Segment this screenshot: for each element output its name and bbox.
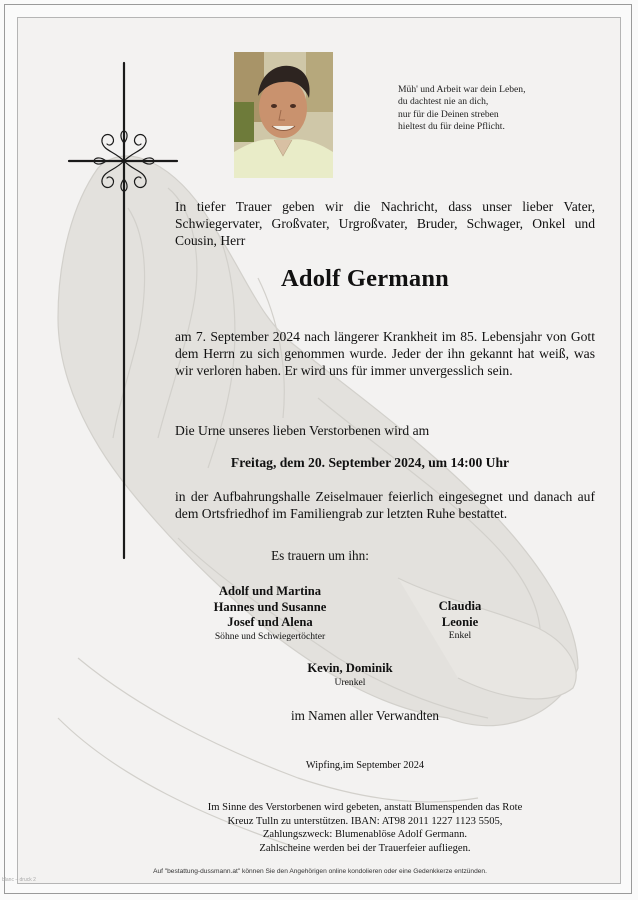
notice-line: Im Sinne des Verstorbenen wird gebeten, anstatt Blumenspenden das Rote bbox=[207, 802, 523, 813]
donation-notice bbox=[168, 801, 562, 855]
portrait-photo bbox=[234, 52, 333, 178]
poem bbox=[398, 84, 598, 134]
notice-line: Zahlungszweck: Blumenablöse Adolf Germann. bbox=[262, 829, 468, 841]
mourner-group-great-grandchildren bbox=[270, 661, 430, 689]
mourner-name: Claudia bbox=[438, 599, 482, 613]
mourner-name: Hannes und Susanne bbox=[213, 599, 327, 614]
mourner-relation: Söhne und Schwiegertöchter bbox=[214, 630, 326, 642]
service-datetime: Freitag, dem 20. September 2024, um 14:00 Uhr bbox=[230, 455, 510, 470]
death-text: am 7. September 2024 nach längerer Krankheit im 85. Lebensjahr von Gott dem Herrn zu sich genommen wurde. Jeder der ihn gekannt hat weiß, was wir verloren haben. Er wird uns für immer unvergesslich sein. bbox=[175, 329, 595, 379]
poem-line: du dachtest nie an dich, bbox=[398, 96, 489, 108]
footer-condolence-note: Auf "bestattung-dussmann.at" können Sie den Angehörigen online kondolieren oder eine Gedenkkerze entzünden. bbox=[153, 868, 487, 875]
poem-line: Müh' und Arbeit war dein Leben, bbox=[398, 84, 526, 95]
mourner-group-sons bbox=[180, 584, 360, 643]
relatives-line: im Namen aller Verwandten bbox=[290, 708, 440, 723]
intro-text: In tiefer Trauer geben wir die Nachricht, dass unser lieber Vater, Schwiegervater, Großvater, Urgroßvater, Bruder, Schwager, Onkel und Cousin, Herr bbox=[175, 199, 595, 249]
mourner-name: Kevin, Dominik bbox=[307, 661, 393, 675]
mourners-title: Es trauern um ihn: bbox=[271, 548, 369, 563]
mourner-name: Leonie bbox=[441, 614, 479, 629]
print-code: blanc – druck 2 bbox=[2, 877, 36, 883]
blessing-text: in der Aufbahrungshalle Zeiselmauer feierlich eingesegnet und danach auf dem Ortsfriedhof im Familiengrab zur letzten Ruhe bestattet. bbox=[175, 489, 595, 522]
mourner-name: Josef und Alena bbox=[227, 615, 313, 630]
place-date: Wipfing,im September 2024 bbox=[305, 760, 425, 771]
mourner-group-grandchildren bbox=[390, 599, 530, 642]
poem-line: nur für die Deinen streben bbox=[398, 108, 499, 120]
inner-frame bbox=[17, 17, 621, 884]
mourner-name: Adolf und Martina bbox=[218, 584, 322, 598]
urne-text: Die Urne unseres lieben Verstorbenen wird am bbox=[175, 423, 430, 438]
notice-line: Kreuz Tulln zu unterstützen. IBAN: AT98 2011 1227 1123 5505, bbox=[227, 815, 503, 827]
mourner-relation: Urenkel bbox=[334, 676, 366, 688]
notice-line: Zahlscheine werden bei der Trauerfeier aufliegen. bbox=[259, 842, 471, 854]
mourner-relation: Enkel bbox=[448, 630, 472, 642]
poem-line: hieltest du für deine Pflicht. bbox=[398, 121, 505, 133]
deceased-name: Adolf Germann bbox=[281, 265, 449, 292]
